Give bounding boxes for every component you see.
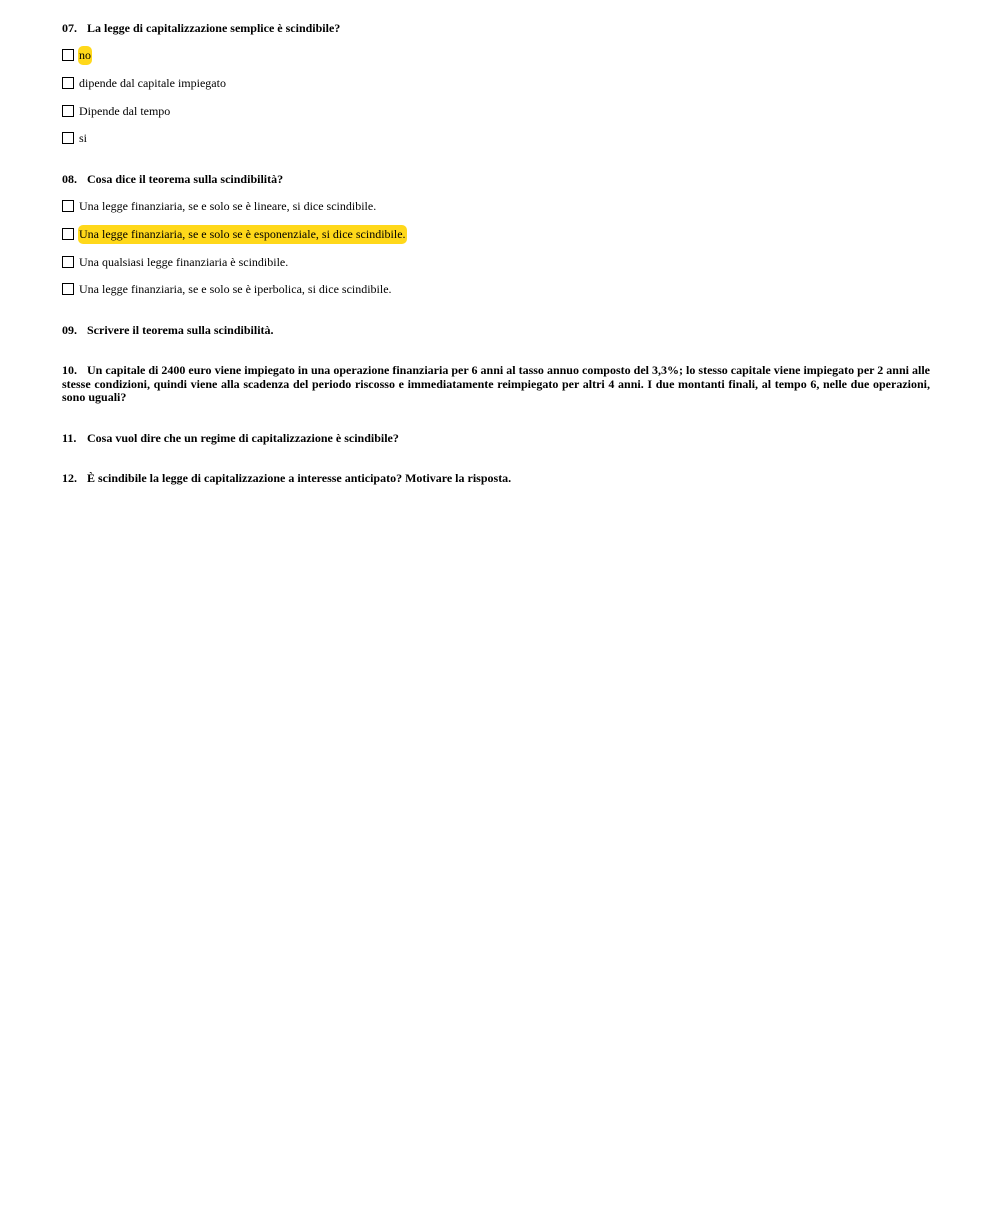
checkbox[interactable]: [62, 228, 74, 240]
option-text: no: [78, 46, 92, 65]
question-number: 11.: [62, 431, 77, 445]
option-text: Dipende dal tempo: [79, 103, 171, 118]
question-text: Un capitale di 2400 euro viene impiegato in una operazione finanziaria per 6 anni al tasso annuo composto del 3,3%; lo stesso capitale viene impiegato per 2 anni alle stesse condizioni, quindi viene alla scadenza del periodo riscosso e immediatamente reimpiegato per altri 4 anni. I due montanti finali, al tempo 6, nelle due operazioni, sono uguali?: [62, 363, 930, 404]
question-number: 09.: [62, 323, 77, 337]
checkbox[interactable]: [62, 200, 74, 212]
option-text: Una legge finanziaria, se e solo se è lineare, si dice scindibile.: [79, 198, 377, 213]
option-text: Una legge finanziaria, se e solo se è iperbolica, si dice scindibile.: [79, 281, 392, 296]
option-text: si: [79, 130, 88, 145]
checkbox[interactable]: [62, 77, 74, 89]
question-text: Scrivere il teorema sulla scindibilità.: [87, 323, 274, 337]
checkbox[interactable]: [62, 105, 74, 117]
checkbox[interactable]: [62, 283, 74, 295]
question-number: 07.: [62, 21, 77, 35]
option-text: dipende dal capitale impiegato: [79, 75, 226, 90]
q08-option-3[interactable]: [62, 254, 289, 270]
checkbox[interactable]: [62, 132, 74, 144]
q08-option-4[interactable]: [62, 281, 393, 297]
question-text: Cosa dice il teorema sulla scindibilità?: [87, 172, 284, 186]
checkbox[interactable]: [62, 49, 74, 61]
question-number: 12.: [62, 471, 77, 485]
question-10: [62, 364, 930, 405]
q08-option-2[interactable]: [62, 226, 407, 242]
q07-option-4[interactable]: [62, 130, 88, 146]
question-07: [62, 22, 930, 36]
option-text: Una legge finanziaria, se e solo se è esponenziale, si dice scindibile.: [78, 225, 407, 244]
question-text: È scindibile la legge di capitalizzazione a interesse anticipato? Motivare la risposta.: [87, 471, 512, 485]
question-09: [62, 324, 930, 338]
q08-option-1[interactable]: [62, 198, 377, 214]
question-text: La legge di capitalizzazione semplice è scindibile?: [87, 21, 341, 35]
q07-option-3[interactable]: [62, 103, 171, 119]
q07-option-2[interactable]: [62, 75, 227, 91]
question-number: 10.: [62, 363, 77, 377]
question-number: 08.: [62, 172, 77, 186]
question-12: [62, 472, 930, 486]
q07-option-1[interactable]: [62, 47, 92, 63]
question-11: [62, 432, 930, 446]
question-text: Cosa vuol dire che un regime di capitalizzazione è scindibile?: [87, 431, 399, 445]
checkbox[interactable]: [62, 256, 74, 268]
option-text: Una qualsiasi legge finanziaria è scindibile.: [79, 254, 289, 269]
question-08: [62, 173, 930, 187]
